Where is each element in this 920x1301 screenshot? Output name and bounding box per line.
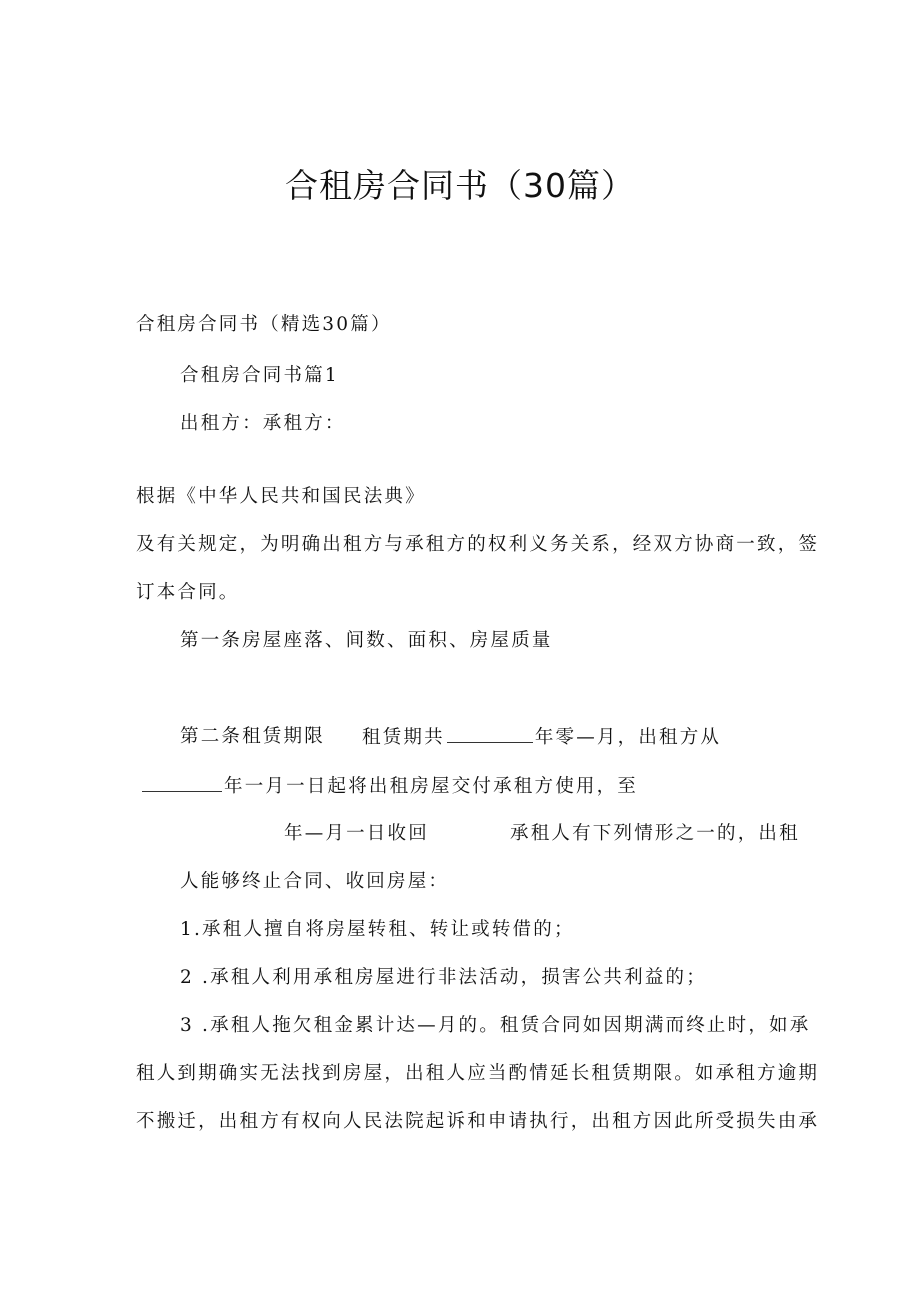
basis-line-2: 及有关规定，为明确出租方与承租方的权利义务关系，经双方协商一致，签 — [136, 534, 820, 555]
article-2-text-e: 承租人有下列情形之一的，出租 — [510, 823, 800, 844]
item-3-line-1: 3 .承租人拖欠租金累计达—月的。租赁合同如因期满而终止时，如承 — [180, 1015, 811, 1036]
article-2-lease-term: 租赁期共 — [362, 727, 445, 748]
article-2-text-a — [362, 724, 721, 751]
document-title: 合租房合同书（30篇） — [285, 166, 635, 205]
article-2-lease-term-rest: 年零—月，出租方从 — [534, 727, 722, 748]
basis-line-3: 订本合同。 — [136, 582, 240, 603]
parties-line: 出租方：承租方： — [180, 413, 346, 434]
article-2-heading: 第二条租赁期限 — [180, 726, 325, 747]
item-3-line-3: 不搬迁，出租方有权向人民法院起诉和申请执行，出租方因此所受损失由承 — [136, 1111, 820, 1132]
article-2-text-f: 人能够终止合同、收回房屋： — [180, 871, 450, 892]
blank-years — [447, 724, 533, 743]
section-heading: 合租房合同书篇1 — [180, 365, 339, 386]
blank-start-year — [142, 773, 222, 792]
article-1: 第一条房屋座落、间数、面积、房屋质量 — [180, 630, 553, 651]
basis-line-1: 根据《中华人民共和国民法典》 — [136, 486, 426, 507]
item-1: 1.承租人擅自将房屋转租、转让或转借的； — [180, 919, 575, 940]
item-3-line-2: 租人到期确实无法找到房屋，出租人应当酌情延长租赁期限。如承租方逾期 — [136, 1063, 820, 1084]
article-2-text-c — [142, 773, 638, 800]
article-2-start: 年一月一日起将出租房屋交付承租方使用，至 — [224, 776, 639, 797]
article-2-text-d: 年—月一日收回 — [284, 823, 429, 844]
document-subtitle: 合租房合同书（精选30篇） — [136, 314, 392, 335]
item-2: 2 .承租人利用承租房屋进行非法活动，损害公共利益的； — [180, 967, 707, 988]
